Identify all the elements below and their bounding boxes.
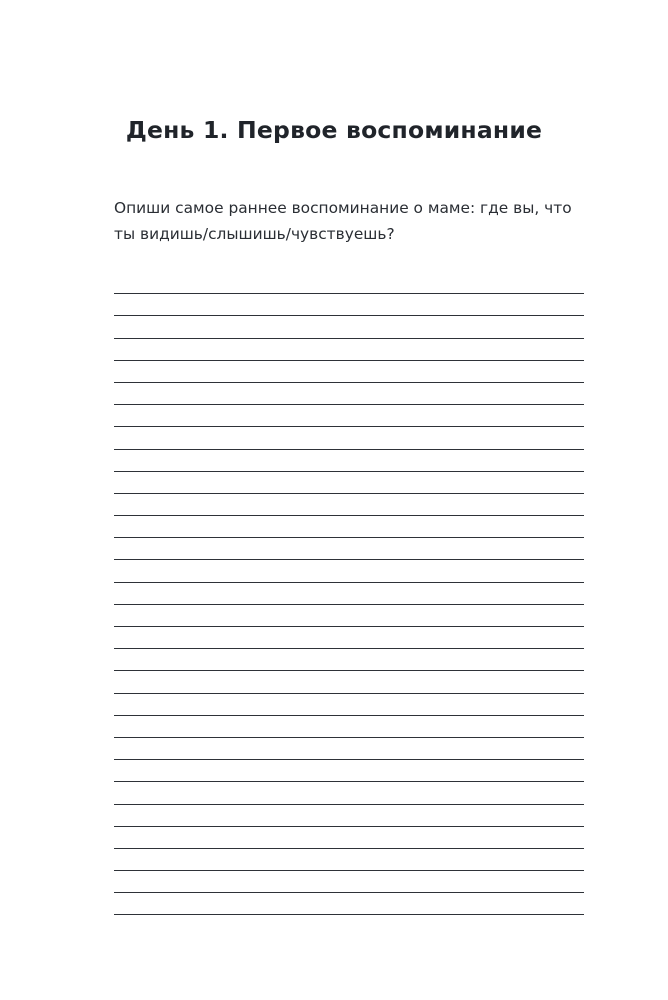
writing-lines[interactable] — [114, 272, 584, 915]
writing-line[interactable] — [114, 294, 584, 316]
writing-line[interactable] — [114, 760, 584, 782]
writing-line[interactable] — [114, 649, 584, 671]
writing-line[interactable] — [114, 893, 584, 915]
writing-line[interactable] — [114, 782, 584, 804]
writing-line[interactable] — [114, 738, 584, 760]
writing-line[interactable] — [114, 671, 584, 693]
writing-line[interactable] — [114, 560, 584, 582]
writing-line[interactable] — [114, 494, 584, 516]
prompt-text: Опиши самое раннее воспоминание о маме: где вы, что ты видишь/слышишь/чувствуешь? — [114, 199, 572, 244]
writing-line[interactable] — [114, 361, 584, 383]
writing-line[interactable] — [114, 805, 584, 827]
writing-line[interactable] — [114, 694, 584, 716]
writing-line[interactable] — [114, 405, 584, 427]
writing-line[interactable] — [114, 272, 584, 294]
writing-line[interactable] — [114, 605, 584, 627]
writing-line[interactable] — [114, 827, 584, 849]
writing-line[interactable] — [114, 516, 584, 538]
writing-line[interactable] — [114, 871, 584, 893]
writing-line[interactable] — [114, 583, 584, 605]
writing-line[interactable] — [114, 316, 584, 338]
writing-line[interactable] — [114, 383, 584, 405]
writing-line[interactable] — [114, 627, 584, 649]
writing-line[interactable] — [114, 427, 584, 449]
writing-line[interactable] — [114, 849, 584, 871]
writing-line[interactable] — [114, 472, 584, 494]
page-title: День 1. Первое воспоминание — [125, 115, 543, 144]
writing-line[interactable] — [114, 716, 584, 738]
writing-line[interactable] — [114, 538, 584, 560]
writing-line[interactable] — [114, 339, 584, 361]
writing-line[interactable] — [114, 450, 584, 472]
